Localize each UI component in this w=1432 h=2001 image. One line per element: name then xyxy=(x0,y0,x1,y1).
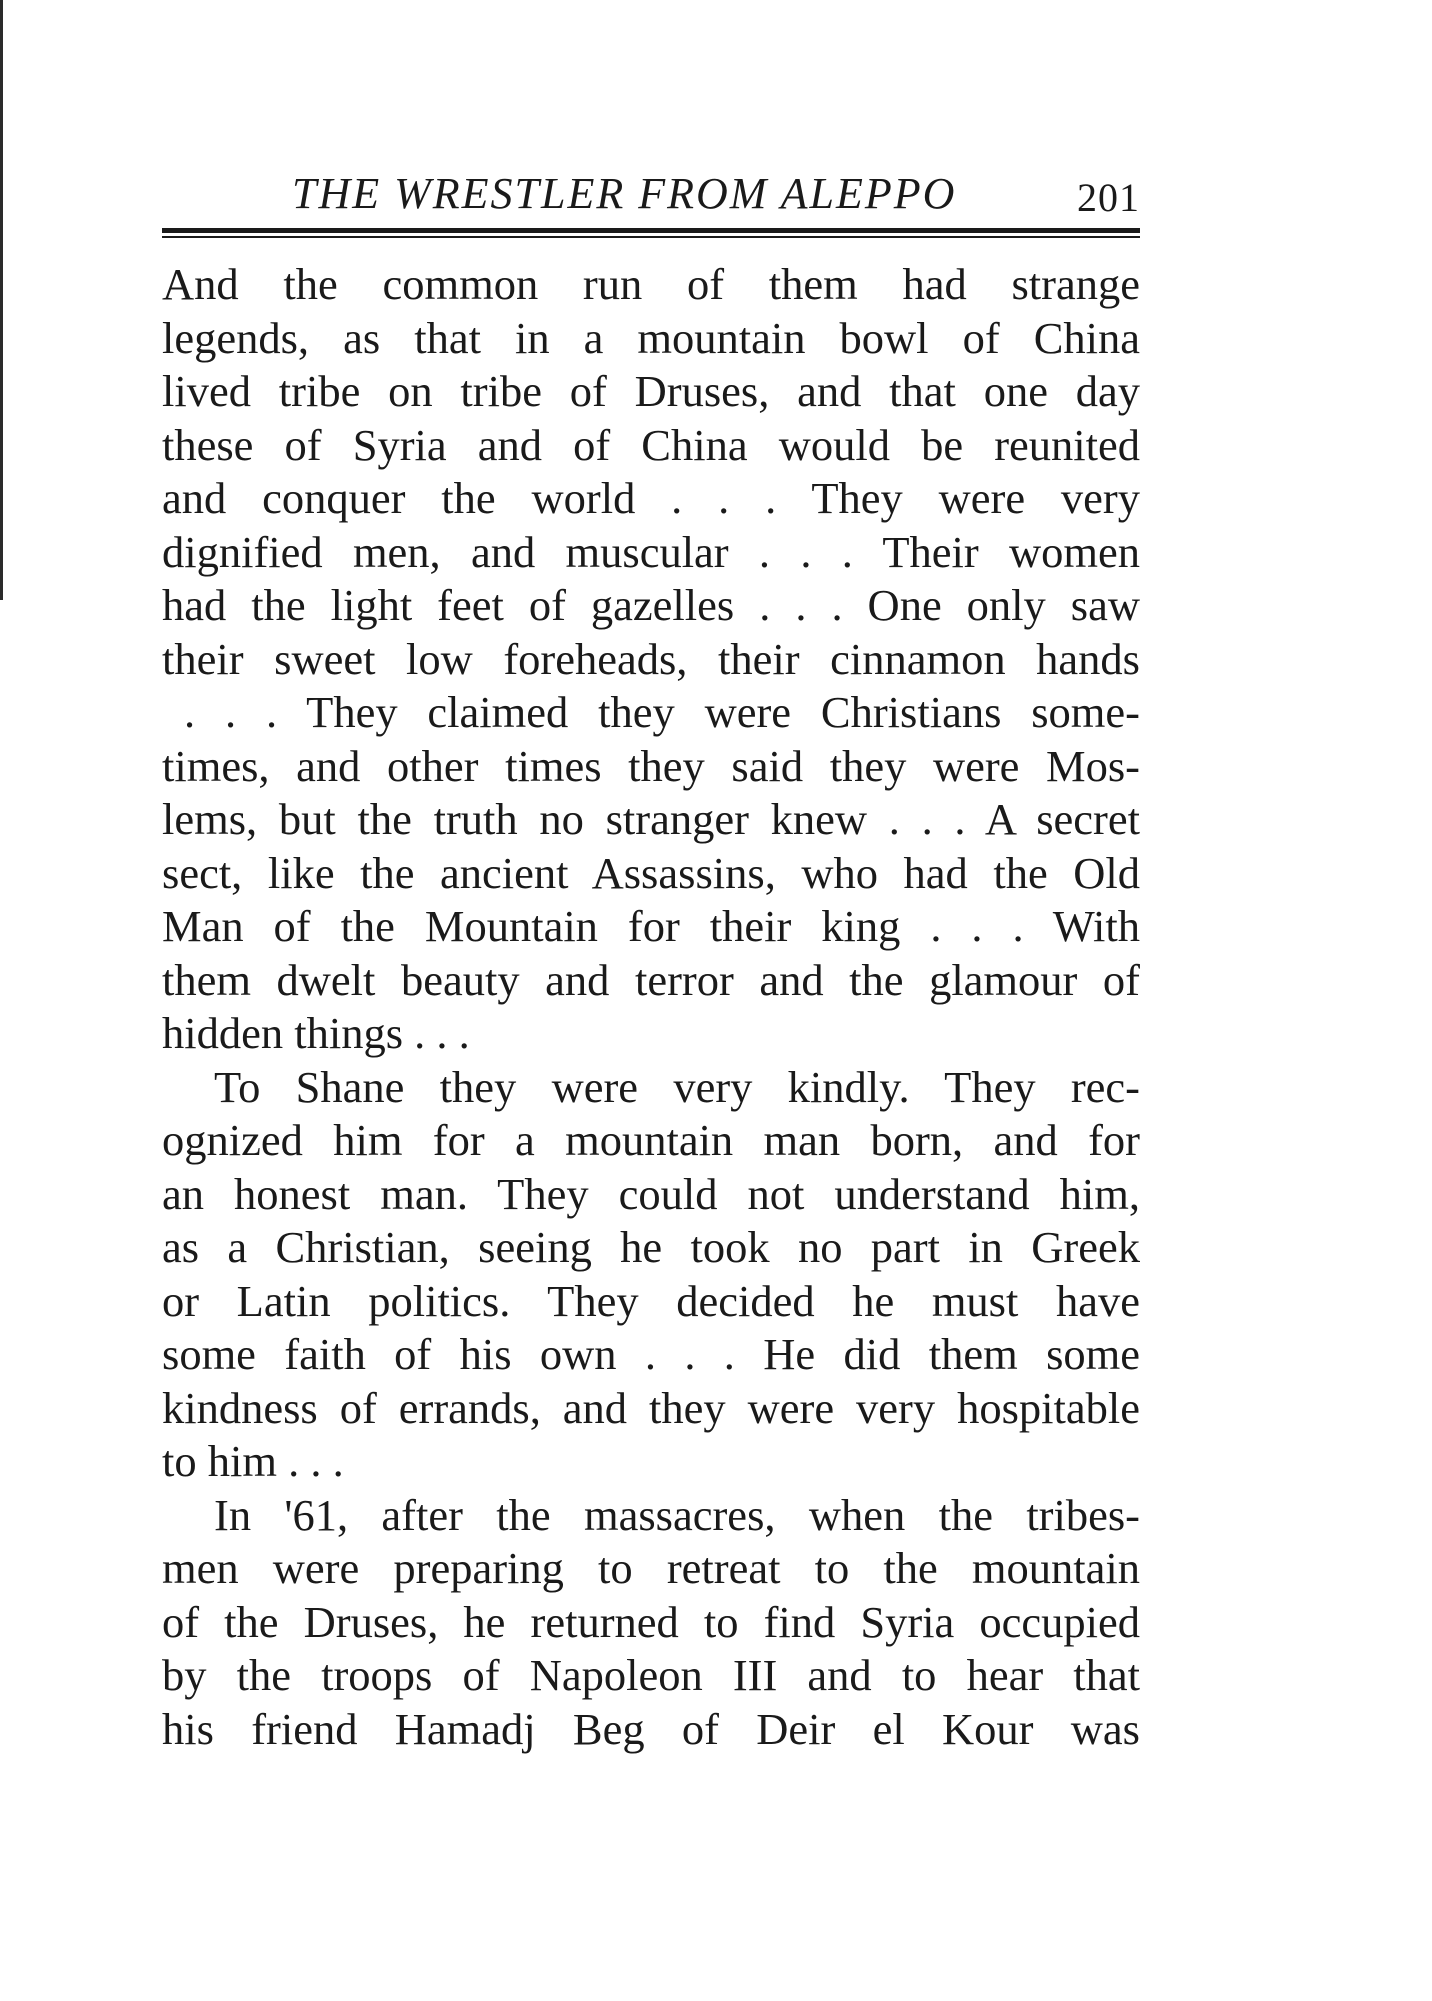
text-line: these of Syria and of China would be reunited xyxy=(162,419,1140,470)
text-line: had the light feet of gazelles . . . One only saw xyxy=(162,580,1140,630)
text-line: them dwelt beauty and terror and the glamour of xyxy=(162,954,1140,1005)
text-line: or Latin politics. They decided he must have xyxy=(162,1275,1140,1326)
text-line: lems, but the truth no stranger knew . . . A secret xyxy=(162,794,1140,844)
body-text xyxy=(162,258,1140,1756)
text-line: men were preparing to retreat to the mountain xyxy=(162,1543,1140,1593)
paragraph-first-line: To Shane they were very kindly. They rec- xyxy=(214,1061,1140,1112)
text-line: dignified men, and muscular . . . Their women xyxy=(162,526,1140,577)
running-title: THE WRESTLER FROM ALEPPO xyxy=(292,169,957,218)
text-line: some faith of his own . . . He did them some xyxy=(162,1329,1140,1379)
text-line: And the common run of them had strange xyxy=(162,259,1140,309)
text-line: . . . They claimed they were Christians some- xyxy=(184,687,1140,737)
text-line: an honest man. They could not understand him, xyxy=(162,1168,1140,1219)
paragraph-first-line: In '61, after the massacres, when the tribes- xyxy=(214,1489,1140,1540)
header-rule-thin xyxy=(162,236,1140,238)
page-number: 201 xyxy=(1077,175,1140,220)
text-line: their sweet low foreheads, their cinnamon hands xyxy=(162,633,1140,684)
page-gutter-edge xyxy=(0,0,14,600)
text-line: by the troops of Napoleon III and to hear that xyxy=(162,1650,1140,1700)
text-line: Man of the Mountain for their king . . . With xyxy=(162,901,1140,951)
text-line: as a Christian, seeing he took no part in Greek xyxy=(162,1222,1140,1272)
text-line: times, and other times they said they were Mos- xyxy=(162,740,1140,791)
text-line: lived tribe on tribe of Druses, and that one day xyxy=(162,366,1140,416)
text-line: and conquer the world . . . They were very xyxy=(162,473,1140,523)
text-line: legends, as that in a mountain bowl of China xyxy=(162,312,1140,363)
book-page xyxy=(162,160,1140,1756)
text-line: to him . . . xyxy=(162,1436,344,1486)
text-line: of the Druses, he returned to find Syria occupied xyxy=(162,1596,1140,1647)
text-line: ognized him for a mountain man born, and for xyxy=(162,1115,1140,1165)
text-line: his friend Hamadj Beg of Deir el Kour was xyxy=(162,1703,1140,1754)
text-line: hidden things . . . xyxy=(162,1008,470,1058)
running-head xyxy=(162,160,1140,222)
header-rule-thick xyxy=(162,228,1140,233)
text-line: kindness of errands, and they were very hospitable xyxy=(162,1382,1140,1433)
text-line: sect, like the ancient Assassins, who had the Old xyxy=(162,847,1140,898)
